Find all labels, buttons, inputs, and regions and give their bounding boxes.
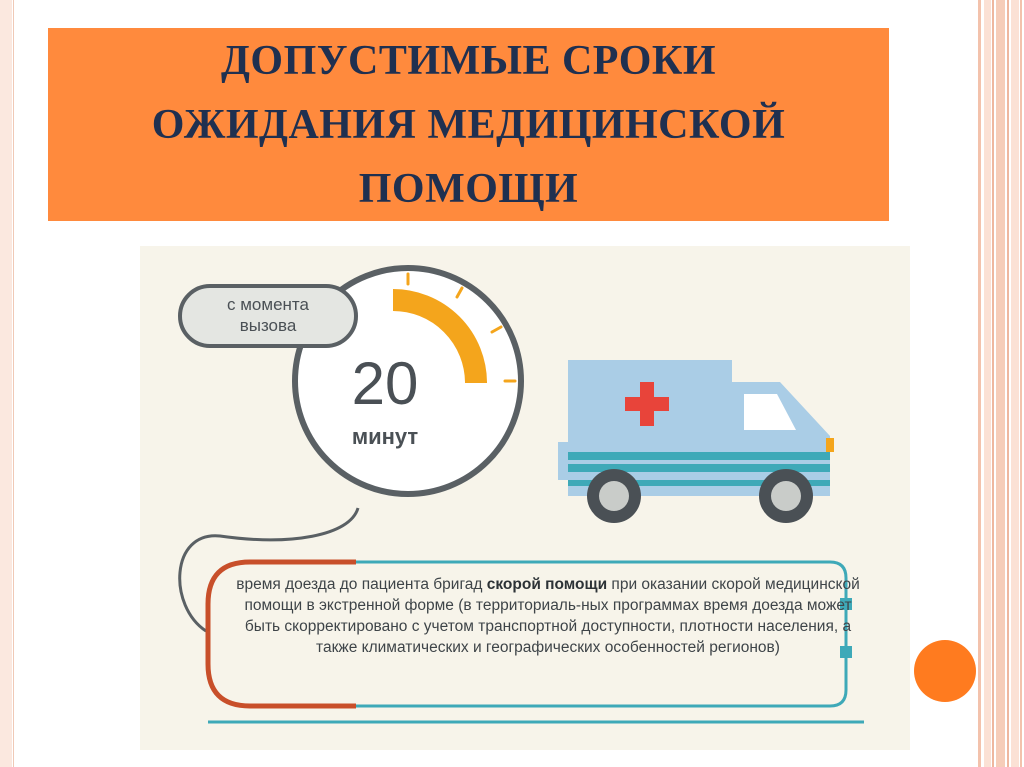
timer-unit: минут	[351, 424, 419, 449]
caption-emphasis: скорой помощи	[486, 576, 608, 593]
caption-text-end: при оказании скорой медицинской помощи в экстренной форме (в территориаль-ных программах время доезда может быть скорректировано с учетом транспортной доступности, плотности населения, а также климатических и географических особенностей регионов)	[244, 576, 860, 656]
timer-label: с момента вызова	[227, 295, 309, 335]
title-banner	[48, 28, 889, 221]
caption-text-start: время доезда до пациента бригад	[236, 576, 487, 593]
accent-circle	[914, 640, 976, 702]
infographic-panel	[140, 246, 910, 750]
ambulance-caption	[232, 574, 864, 658]
slide-title: ДОПУСТИМЫЕ СРОКИ ОЖИДАНИЯ МЕДИЦИНСКОЙ ПОМОЩИ	[151, 37, 786, 212]
timer-value: 20	[351, 350, 419, 417]
